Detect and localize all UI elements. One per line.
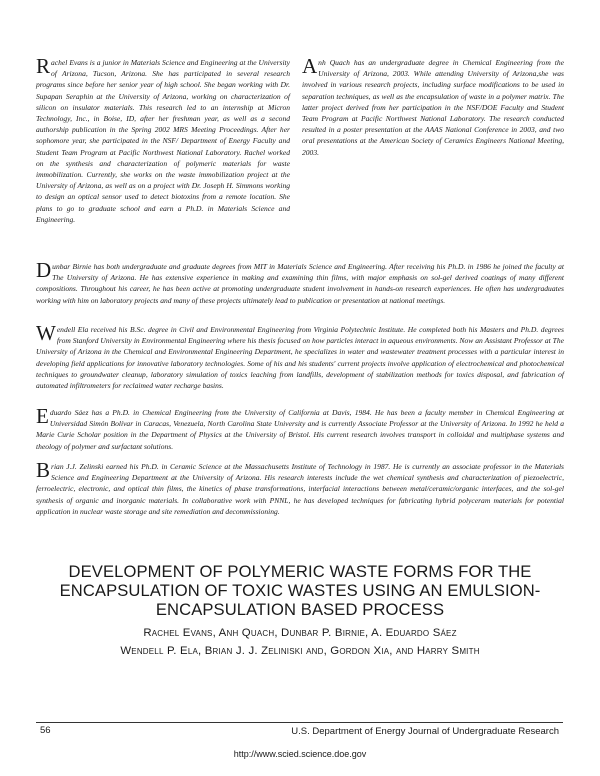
article-title: DEVELOPMENT OF POLYMERIC WASTE FORMS FOR THE ENCAPSULATION OF TOXIC WASTES USING AN EMULSION-ENCAPSULATION BASED PROCESS xyxy=(59,562,541,619)
bio-text: nh Quach has an undergraduate degree in Chemical Engineering from the University of Arizona, 2003. While attending University of Arizona,she was involved in various research projects, including surface modifications to be used in separation techniques, as well as the encapsulation of waste in a polymer matrix. The latter project derived from her participation in the NSF/DOE Faculty and Student Team Program at Pacific Northwest National Laboratory. The research conducted resulted in a poster presentation at the AAAS National Conference in 2003, and two oral presentations at the American Society of Ceramics Engineers National Meeting, 2003. xyxy=(302,58,564,157)
footer-divider xyxy=(36,722,563,723)
journal-url[interactable]: http://www.scied.science.doe.gov xyxy=(233,749,367,759)
bio-text: unbar Birnie has both undergraduate and graduate degrees from MIT in Materials Science and Engineering. After receiving his Ph.D. in 1986 he joined the faculty at The University of Arizona. He has extensive experience in making and examining thin films, with major emphasis on sol-gel derived coatings of many different compositions. Throughout his career, he has been active at promoting undergraduate student involvement in hands-on research experiences. He often has undergraduates working with him on laboratory projects and many of these projects ultimately lead to publication or presentation at national meetings. xyxy=(36,262,564,305)
drop-cap: A xyxy=(302,54,318,78)
drop-cap: W xyxy=(36,321,56,345)
drop-cap: B xyxy=(36,458,51,482)
bio-dunbar-birnie xyxy=(36,258,564,306)
bio-rachel-evans xyxy=(36,54,290,225)
bio-text: endell Ela received his B.Sc. degree in Civil and Environmental Engineering from Virginia Polytechnic Institute. He completed both his Masters and Ph.D. degrees from Stanford University in Environmental Engineering where his thesis focused on how particles interact in aqueous environments. Now an Assistant Professor at The University of Arizona in the Chemical and Environmental Engineering Department, he specializes in water and wastewater treatment processes with a particular interest in developing field applications for innovative laboratory technologies. Some of his and his students' current projects involve application of electrochemical and photochemical techniques to groundwater cleanup, laboratory simulation of toxics leaching from landfills, development of stabilization methods for toxics disposal, and fabrication of automated infiltrometers for reclaimed water recharge basins. xyxy=(36,325,564,391)
journal-name: U.S. Department of Energy Journal of Undergraduate Research xyxy=(291,726,559,737)
page-number: 56 xyxy=(40,725,51,736)
bio-anh-quach xyxy=(302,54,564,158)
bio-text: rian J.J. Zelinski earned his Ph.D. in Ceramic Science at the Massachusetts Institute of Technology in 1987. He is currently an associate professor in the Materials Science and Engineering Department at the University of Arizona. His research interests include the wet chemical synthesis and characterization of piezoelectric, ferroelectric, electronic, and optical thin films, the kinetics of phase transformations, interfacial interactions between metal/ceramic/organic interfaces, and the sol-gel synthesis of organic and inorganic materials. In collaborative work with PNNL, he has developed techniques for fabricating hybrid polyceram materials for potential application in nuclear waste storage and site remediation and decommissioning. xyxy=(36,462,564,516)
author-line-2: Wendell P. Ela, Brian J. J. Zeliniski and, Gordon Xia, and Harry Smith xyxy=(120,645,480,657)
bio-eduardo-saez xyxy=(36,404,564,452)
drop-cap: D xyxy=(36,258,52,282)
bio-wendell-ela xyxy=(36,321,564,391)
drop-cap: R xyxy=(36,54,51,78)
author-line-1: Rachel Evans, Anh Quach, Dunbar P. Birnie, A. Eduardo Sáez xyxy=(143,627,457,639)
bio-brian-zelinski xyxy=(36,458,564,517)
drop-cap: E xyxy=(36,404,49,428)
bio-text: duardo Sáez has a Ph.D. in Chemical Engineering from the University of California at Davis, 1984. He has been a faculty member in Chemical Engineering at Universidad Simón Bolívar in Caracas, Venezuela, North Carolina State University and is currently Associate Professor at the University of Arizona. In 1992 he held a Marie Curie Scholar position in the Department of Physics at the University of Bristol. His current research involves transport in colloidal and multiphase systems and theology of polymer and surfactant solutions. xyxy=(36,408,564,451)
bio-text: achel Evans is a junior in Materials Science and Engineering at the University of Arizona, Tucson, Arizona. She has participated in several research programs since before her senior year of high school. She began working with Dr. Supapan Seraphin at the University of Arizona, working on characterization of silicon on insulator materials. This research led to an internship at Micron Technology, Inc., in Boise, ID, after her freshman year, as well as a second authorship publication in the Spring 2002 MRS Meeting Proceedings. After her sophomore year, she participated in the NSF/ Department of Energy Faculty and Student Team Program at Pacific Northwest National Laboratory. Rachel worked on the synthesis and characterization of polymeric materials for waste immobilization. Currently, she works on the waste immobilization project at the University of Arizona, as well as on a project with Dr. Joseph H. Simmons working to design an optical sensor used to detect biotoxins from a remote location. She plans to go to graduate school and earn a Ph.D. in Materials Science and Engineering. xyxy=(36,58,290,224)
